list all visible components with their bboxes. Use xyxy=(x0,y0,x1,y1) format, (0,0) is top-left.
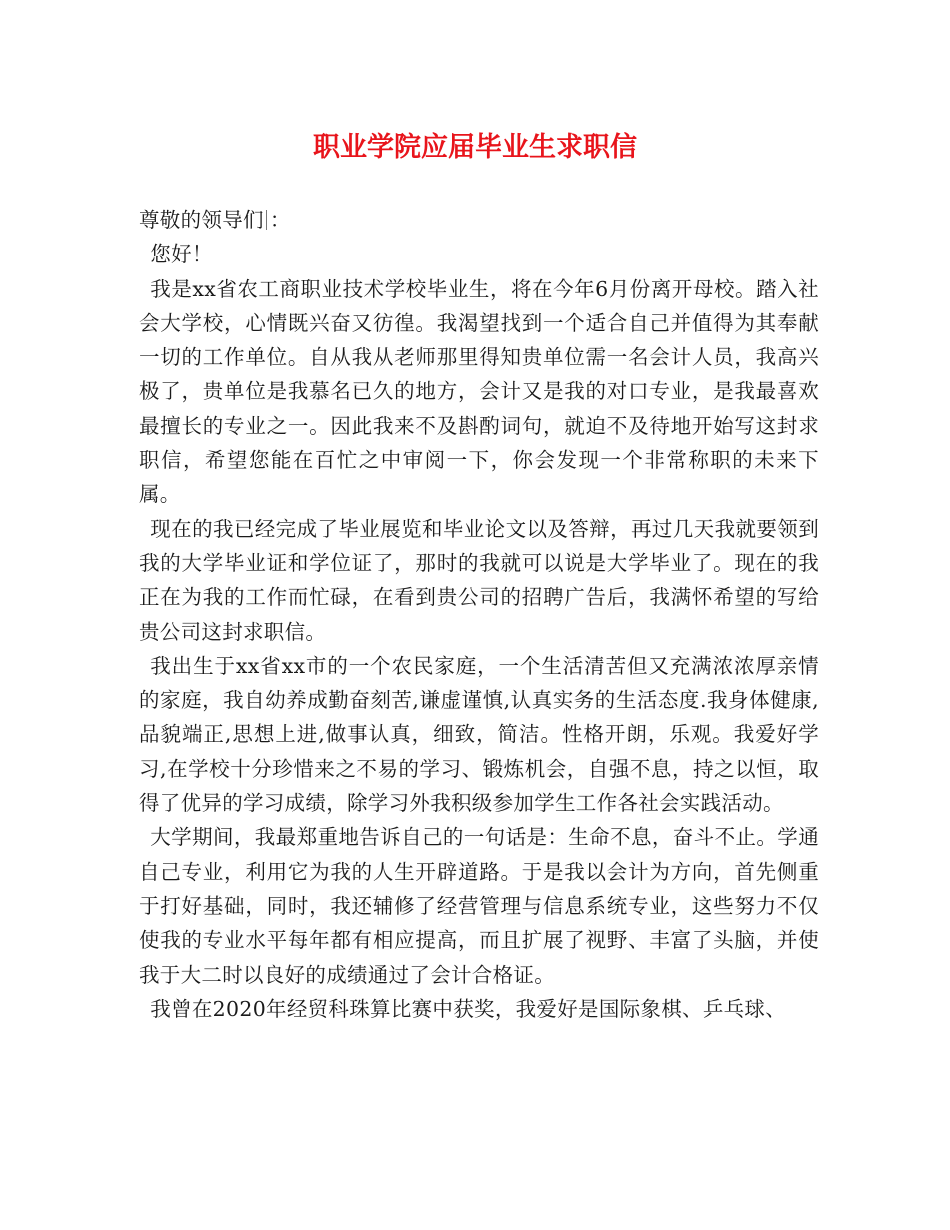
letter-body xyxy=(139,203,819,1026)
document-title: 职业学院应届毕业生求职信 xyxy=(313,132,637,163)
paragraph-university: 大学期间，我最郑重地告诉自己的一句话是：生命不息，奋斗不止。学通自己专业，利用它为我的人生开辟道路。于是我以会计为方向，首先侧重于打好基础，同时，我还辅修了经营管理与信息系统专业，这些努力不仅使我的专业水平每年都有相应提高，而且扩展了视野、丰富了头脑，并使我于大二时以良好的成绩通过了会计合格证。 xyxy=(139,825,819,987)
text-cursor xyxy=(266,210,267,230)
salutation-line xyxy=(139,203,819,237)
paragraph-awards: 我曾在2020年经贸科珠算比赛中获奖，我爱好是国际象棋、乒乓球、 xyxy=(150,996,787,1021)
paragraph-intro: 我是xx省农工商职业技术学校毕业生，将在今年6月份离开母校。踏入社会大学校，心情既兴奋又彷徨。我渴望找到一个适合自己并值得为其奉献一切的工作单位。自从我从老师那里得知贵单位需一名会计人员，我高兴极了，贵单位是我慕名已久的地方，会计又是我的对口专业，是我最喜欢最擅长的专业之一。因此我来不及斟酌词句，就迫不及待地开始写这封求职信，希望您能在百忙之中审阅一下，你会发现一个非常称职的未来下属。 xyxy=(139,276,819,507)
paragraph-background: 我出生于xx省xx市的一个农民家庭，一个生活清苦但又充满浓浓厚亲情的家庭，我自幼养成勤奋刻苦,谦虚谨慎,认真实务的生活态度.我身体健康,品貌端正,思想上进,做事认真，细致，简洁。性格开朗，乐观。我爱好学习,在学校十分珍惜来之不易的学习、锻炼机会，自强不息，持之以恒，取得了优异的学习成绩，除学习外我积级参加学生工作各社会实践活动。 xyxy=(139,653,819,816)
greeting: 您好！ xyxy=(150,242,213,267)
salutation: 尊敬的领导们 xyxy=(139,208,264,232)
paragraph-graduation: 现在的我已经完成了毕业展览和毕业论文以及答辩，再过几天我就要领到我的大学毕业证和学位证了，那时的我就可以说是大学毕业了。现在的我正在为我的工作而忙碌，在看到贵公司的招聘广告后，我满怀希望的写给贵公司这封求职信。 xyxy=(139,516,819,644)
salutation-colon: ： xyxy=(269,208,291,232)
